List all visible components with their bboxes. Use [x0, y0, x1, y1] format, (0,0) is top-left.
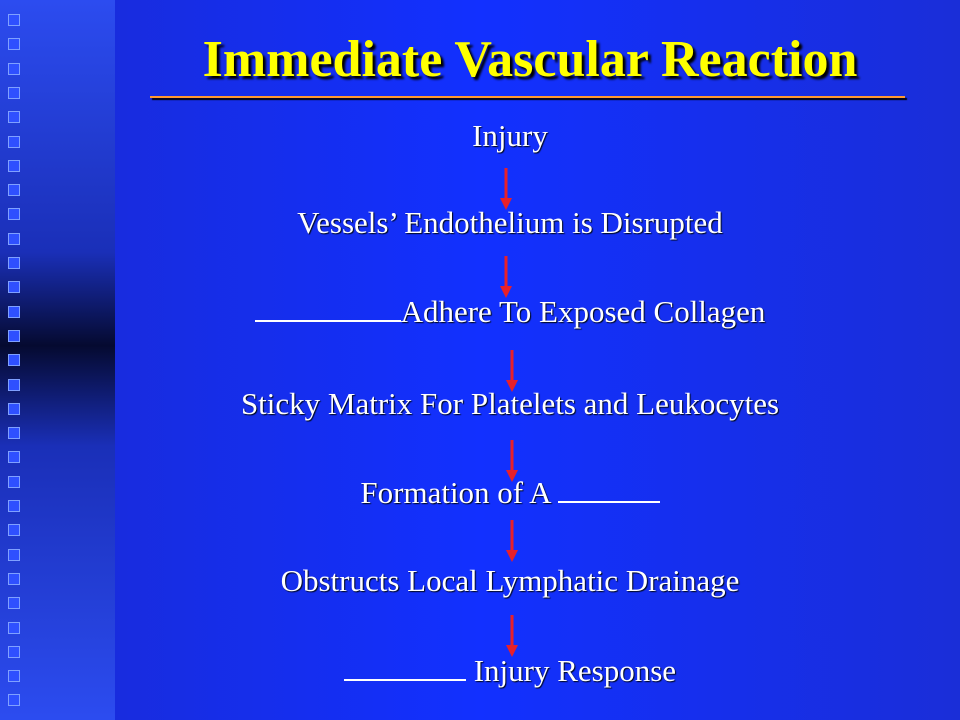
step-injury: Injury: [472, 118, 548, 153]
down-arrow-icon: [504, 615, 520, 657]
sidebar-square: [8, 306, 20, 318]
down-arrow-icon: [504, 520, 520, 562]
fill-in-blank[interactable]: [344, 653, 466, 681]
sidebar-square: [8, 63, 20, 75]
fill-in-blank[interactable]: [255, 294, 401, 322]
sidebar-square: [8, 233, 20, 245]
slide-title: Immediate Vascular Reaction: [202, 31, 858, 88]
down-arrow-icon: [498, 168, 514, 210]
sidebar-square: [8, 573, 20, 585]
sidebar-square: [8, 330, 20, 342]
step-injury-response-text: Injury Response: [473, 653, 677, 688]
sidebar-square: [8, 622, 20, 634]
sidebar-square: [8, 500, 20, 512]
sidebar-square: [8, 403, 20, 415]
sidebar-square: [8, 281, 20, 293]
step-sticky-matrix: Sticky Matrix For Platelets and Leukocytes: [240, 386, 780, 421]
step-formation: [115, 475, 905, 511]
sidebar-square: [8, 38, 20, 50]
down-arrow-icon: [498, 256, 514, 298]
sidebar-square: [8, 646, 20, 658]
sidebar-square: [8, 208, 20, 220]
step-formation-text: Formation of A: [360, 475, 550, 510]
step-injury-response: [115, 653, 905, 689]
sidebar-square: [8, 597, 20, 609]
sidebar-square: [8, 427, 20, 439]
step-obstructs-drainage: Obstructs Local Lymphatic Drainage: [280, 563, 740, 598]
fill-in-blank[interactable]: [558, 475, 660, 503]
sidebar-square: [8, 379, 20, 391]
sidebar-square: [8, 670, 20, 682]
step-adhere-collagen: [115, 294, 905, 330]
sidebar-square: [8, 14, 20, 26]
sidebar-square: [8, 524, 20, 536]
sidebar-square: [8, 87, 20, 99]
sidebar-square: [8, 160, 20, 172]
title-underline: [150, 96, 905, 98]
sidebar-square: [8, 184, 20, 196]
sidebar-square: [8, 136, 20, 148]
sidebar-square: [8, 111, 20, 123]
sidebar-square: [8, 549, 20, 561]
step-adhere-collagen-text: Adhere To Exposed Collagen: [400, 294, 766, 329]
decorative-sidebar: [0, 0, 115, 720]
step-endothelium-disrupted: Vessels’ Endothelium is Disrupted: [297, 205, 723, 240]
sidebar-square: [8, 354, 20, 366]
sidebar-square: [8, 257, 20, 269]
sidebar-square: [8, 694, 20, 706]
sidebar-square: [8, 476, 20, 488]
sidebar-square: [8, 451, 20, 463]
